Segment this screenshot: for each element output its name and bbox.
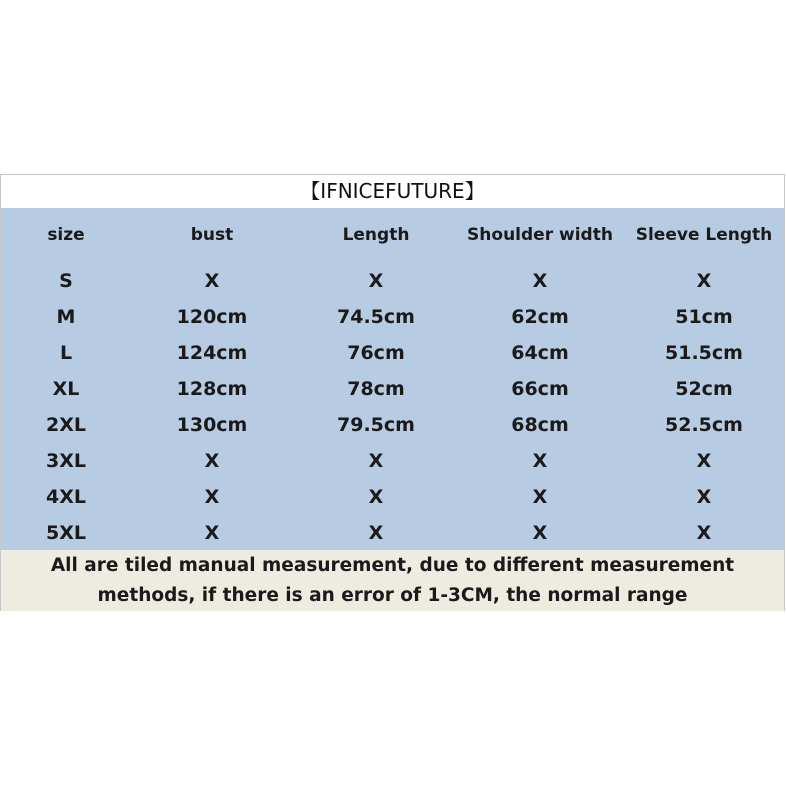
cell-shoulder-width: X — [532, 486, 548, 508]
cell-length: 74.5cm — [337, 306, 415, 328]
size-chart — [0, 174, 785, 611]
table-row — [1, 263, 784, 299]
cell-size: 5XL — [46, 522, 86, 544]
cell-sleeve-length: X — [696, 486, 712, 508]
cell-length: X — [368, 450, 384, 472]
cell-shoulder-width: 62cm — [511, 306, 569, 328]
brand-title: 【IFNICEFUTURE】 — [1, 175, 784, 208]
cell-sleeve-length: X — [696, 270, 712, 292]
cell-bust: X — [204, 486, 220, 508]
cell-length: 76cm — [347, 342, 405, 364]
cell-length: X — [368, 522, 384, 544]
cell-bust: 120cm — [176, 306, 248, 328]
header-shoulder-width: Shoulder width — [467, 225, 613, 245]
table-row — [1, 335, 784, 371]
note-line-2: methods, if there is an error of 1-3CM, the normal range — [97, 585, 688, 606]
cell-sleeve-length: 52.5cm — [665, 414, 743, 436]
cell-size: 3XL — [46, 450, 86, 472]
cell-length: 78cm — [347, 378, 405, 400]
cell-bust: X — [204, 270, 220, 292]
measurement-note — [1, 550, 784, 611]
cell-size: S — [59, 270, 73, 292]
cell-sleeve-length: 51cm — [675, 306, 733, 328]
cell-bust: X — [204, 522, 220, 544]
size-table — [1, 208, 784, 550]
cell-sleeve-length: X — [696, 522, 712, 544]
cell-length: X — [368, 486, 384, 508]
cell-shoulder-width: 68cm — [511, 414, 569, 436]
cell-size: L — [59, 342, 73, 364]
table-row — [1, 515, 784, 551]
header-size: size — [47, 225, 85, 245]
note-line-1: All are tiled manual measurement, due to different measurement — [50, 555, 735, 576]
cell-size: 2XL — [46, 414, 86, 436]
table-row — [1, 371, 784, 407]
table-row — [1, 407, 784, 443]
cell-bust: 124cm — [176, 342, 248, 364]
cell-sleeve-length: 52cm — [675, 378, 733, 400]
cell-shoulder-width: 64cm — [511, 342, 569, 364]
table-row — [1, 299, 784, 335]
table-row — [1, 479, 784, 515]
cell-size: 4XL — [46, 486, 86, 508]
cell-shoulder-width: X — [532, 522, 548, 544]
cell-bust: X — [204, 450, 220, 472]
cell-size: M — [56, 306, 76, 328]
cell-shoulder-width: 66cm — [511, 378, 569, 400]
table-header-row — [1, 217, 784, 253]
header-sleeve-length: Sleeve Length — [635, 225, 773, 245]
header-length: Length — [342, 225, 410, 245]
cell-shoulder-width: X — [532, 450, 548, 472]
cell-bust: 128cm — [176, 378, 248, 400]
cell-shoulder-width: X — [532, 270, 548, 292]
cell-length: 79.5cm — [337, 414, 415, 436]
header-bust: bust — [190, 225, 234, 245]
cell-length: X — [368, 270, 384, 292]
table-row — [1, 443, 784, 479]
cell-sleeve-length: X — [696, 450, 712, 472]
cell-size: XL — [52, 378, 80, 400]
cell-sleeve-length: 51.5cm — [665, 342, 743, 364]
cell-bust: 130cm — [176, 414, 248, 436]
